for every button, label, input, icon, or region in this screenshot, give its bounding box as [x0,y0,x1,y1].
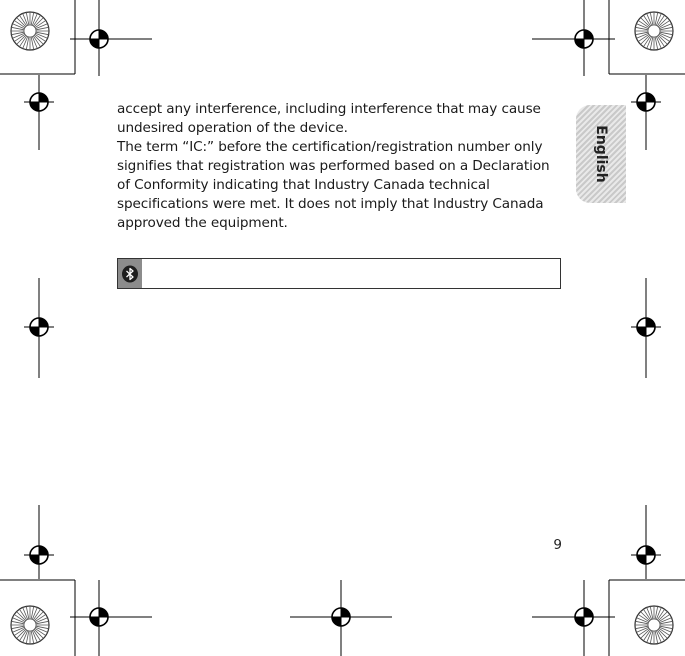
paragraph-ic-term: The term “IC:” before the certification/registration number only signifies that registration was performed based on a Declaration of Conformity indicating that Industry Canada technical specifications were met. It does not imply that Industry Canada approved the equipment. [117,139,550,231]
page-number: 9 [553,537,562,553]
body-text [117,100,563,233]
bluetooth-icon [118,259,142,288]
note-bar [117,258,561,289]
paragraph-interference: accept any interference, including interference that may cause undesired operation of the device. [117,101,541,136]
language-tab [576,105,626,203]
language-tab-label: English [593,125,609,183]
